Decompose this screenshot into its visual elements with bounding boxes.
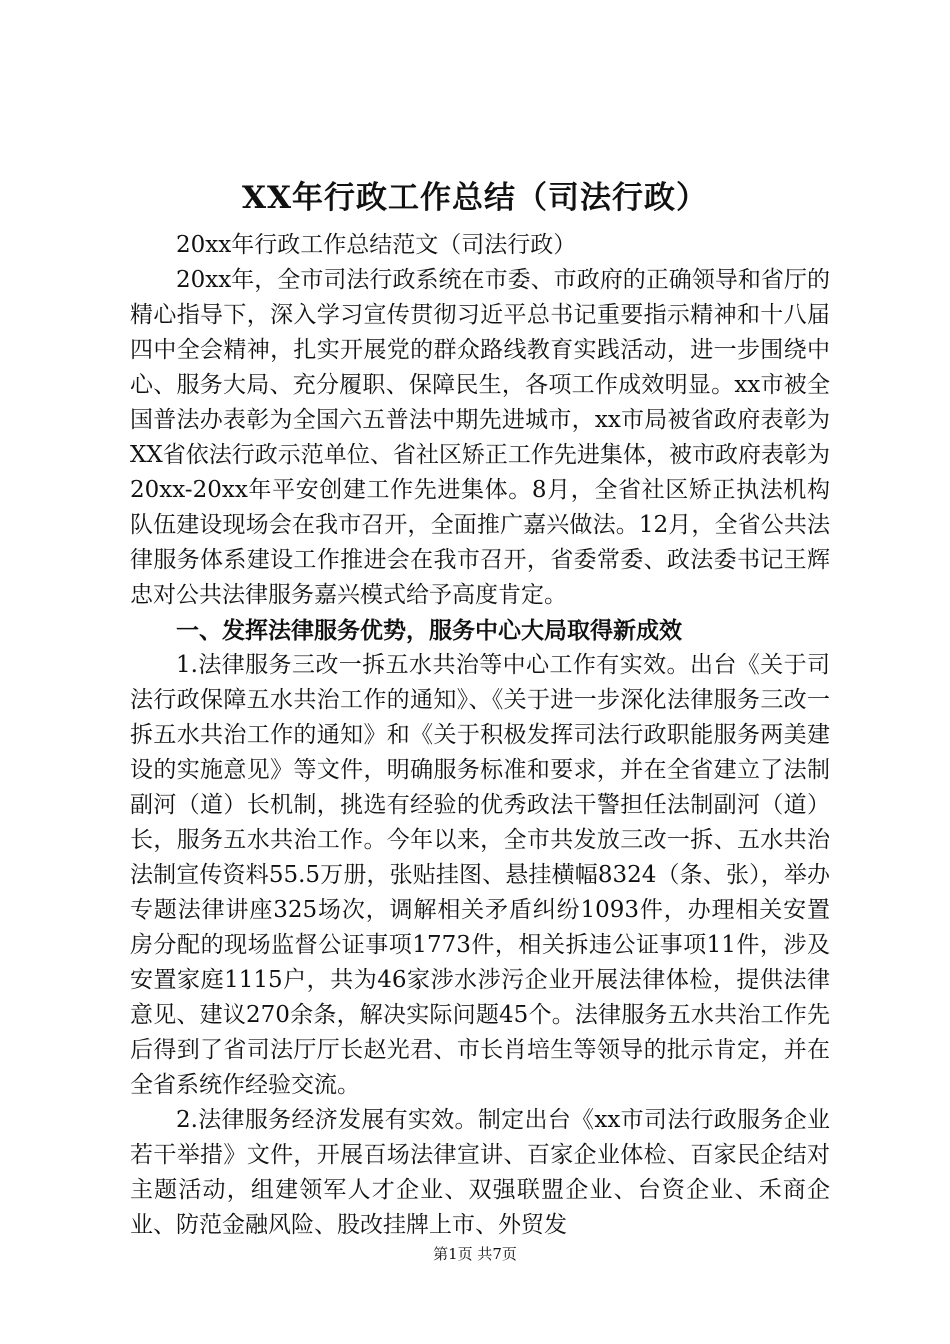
- section-heading: 一、发挥法律服务优势，服务中心大局取得新成效: [176, 617, 682, 644]
- item-paragraph-1: 1.法律服务三改一拆五水共治等中心工作有实效。出台《关于司法行政保障五水共治工作的通知》、《关于进一步深化法律服务三改一拆五水共治工作的通知》和《关于积极发挥司法行政职能服务两美建设的实施意见》等文件，明确服务标准和要求，并在全省建立了法制副河（道）长机制，挑选有经验的优秀政法干警担任法制副河（道）长，服务五水共治工作。今年以来，全市共发放三改一拆、五水共治法制宣传资料55.5万册，张贴挂图、悬挂横幅8324（条、张），举办专题法律讲座325场次，调解相关矛盾纠纷1093件，办理相关安置房分配的现场监督公证事项1773件，相关拆违公证事项11件，涉及安置家庭1115户，共为46家涉水涉污企业开展法律体检，提供法律意见、建议270余条，解决实际问题45个。法律服务五水共治工作先后得到了省司法厅厅长赵光君、市长肖培生等领导的批示肯定，并在全省系统作经验交流。: [130, 652, 830, 1098]
- page-footer: 第1页 共7页: [433, 1245, 517, 1263]
- document-body: [130, 228, 830, 1243]
- intro-paragraph: 20xx年，全市司法行政系统在市委、市政府的正确领导和省厅的精心指导下，深入学习宣传贯彻习近平总书记重要指示精神和十八届四中全会精神，扎实开展党的群众路线教育实践活动，进一步围绕中心、服务大局、充分履职、保障民生，各项工作成效明显。xx市被全国普法办表彰为全国六五普法中期先进城市，xx市局被省政府表彰为XX省依法行政示范单位、省社区矫正工作先进集体，被市政府表彰为20xx-20xx年平安创建工作先进集体。8月，全省社区矫正执法机构队伍建设现场会在我市召开，全面推广嘉兴做法。12月，全省公共法律服务体系建设工作推进会在我市召开，省委常委、政法委书记王辉忠对公共法律服务嘉兴模式给予高度肯定。: [130, 267, 830, 608]
- subtitle-paragraph: 20xx年行政工作总结范文（司法行政）: [176, 232, 577, 258]
- item-paragraph-2: 2.法律服务经济发展有实效。制定出台《xx市司法行政服务企业若干举措》文件，开展百场法律宣讲、百家企业体检、百家民企结对主题活动，组建领军人才企业、双强联盟企业、台资企业、禾商企业、防范金融风险、股改挂牌上市、外贸发: [130, 1107, 830, 1238]
- document-title: XX年行政工作总结（司法行政）: [241, 180, 709, 216]
